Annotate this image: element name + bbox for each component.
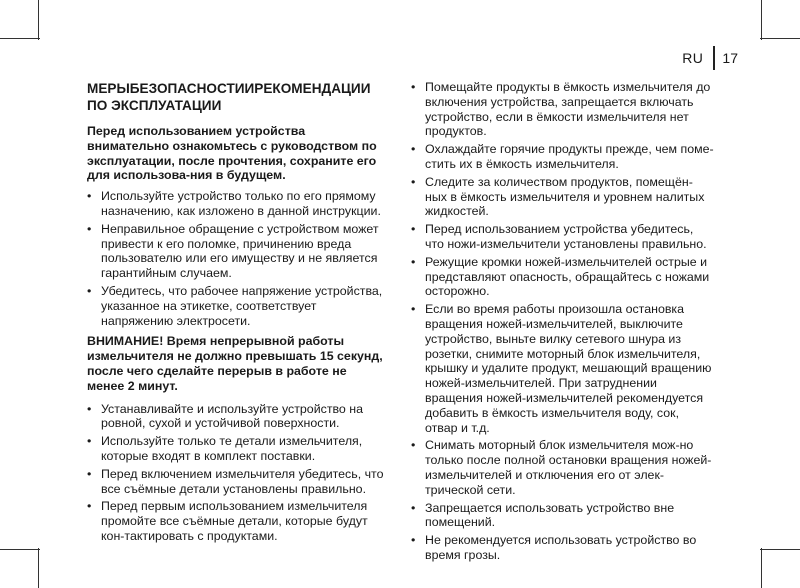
page-header: [682, 46, 738, 70]
crop-mark: [760, 38, 800, 39]
intro-paragraph: Перед использованием устройства внимательно ознакомьтесь с руководством по эксплуатации, после прочтения, сохраните его для использова-ния в будущем.: [87, 124, 377, 183]
bullet-list-operation: [411, 80, 714, 563]
bullet-list-setup: [87, 402, 387, 544]
list-item: • Используйте устройство только по его прямому назначению, как изложено в данной инструкции.: [87, 189, 387, 219]
crop-mark: [38, 548, 39, 588]
list-item: • Не рекомендуется использовать устройство во время грозы.: [411, 533, 714, 563]
list-item: • Устанавливайте и используйте устройство на ровной, сухой и устойчивой поверхности.: [87, 402, 387, 432]
section-title: МЕРЫБЕЗОПАСНОСТИИРЕКОМЕНДАЦИИ ПО ЭКСПЛУАТАЦИИ: [87, 81, 371, 113]
crop-mark: [38, 0, 39, 40]
list-item: • Убедитесь, что рабочее напряжение устройства, указанное на этикетке, соответствует напряжению электросети.: [87, 284, 387, 328]
list-item: • Помещайте продукты в ёмкость измельчителя до включения устройства, запрещается включать устройство, если в ёмкости измельчителя нет продуктов.: [411, 80, 714, 139]
crop-mark: [0, 38, 40, 39]
left-column: [87, 80, 387, 547]
header-divider: [713, 46, 715, 70]
list-item: • Запрещается использовать устройство вне помещений.: [411, 501, 714, 531]
list-item: • Перед первым использованием измельчителя промойте все съёмные детали, которые будут кон-тактировать с продуктами.: [87, 499, 387, 543]
page-number: 17: [722, 50, 738, 66]
language-code: RU: [682, 50, 704, 66]
crop-mark: [0, 549, 40, 550]
right-column: [411, 80, 714, 566]
warning-paragraph: ВНИМАНИЕ! Время непрерывной работы измельчителя не должно превышать 15 секунд, после чего сделайте перерыв в работе не менее 2 минут.: [87, 334, 383, 393]
bullet-list-general: [87, 189, 387, 328]
list-item: • Используйте только те детали измельчителя, которые входят в комплект поставки.: [87, 434, 387, 464]
list-item: • Снимать моторный блок измельчителя мож-но только после полной остановки вращения ножей-измельчителей и отключения его от элек-трической сети.: [411, 438, 714, 497]
list-item: • Если во время работы произошла остановка вращения ножей-измельчителей, выключите устройство, выньте вилку сетевого шнура из розетки, снимите моторный блок измельчителя, крышку и удалите продукт, мешающий вращению ножей-измельчителей. При затруднении вращения ножей-измельчителей рекомендуется добавить в ёмкость измельчителя воду, сок, отвар и т.д.: [411, 302, 714, 435]
list-item: • Режущие кромки ножей-измельчителей острые и представляют опасность, обращайтесь с ножами осторожно.: [411, 255, 714, 299]
list-item: • Неправильное обращение с устройством может привести к его поломке, причинению вреда пользователю или его имуществу и не является гарантийным случаем.: [87, 222, 387, 281]
crop-mark: [761, 0, 762, 40]
list-item: • Перед использованием устройства убедитесь, что ножи-измельчители установлены правильно.: [411, 222, 714, 252]
list-item: • Охлаждайте горячие продукты прежде, чем поме-стить их в ёмкость измельчителя.: [411, 142, 714, 172]
list-item: • Перед включением измельчителя убедитесь, что все съёмные детали установлены правильно.: [87, 467, 387, 497]
crop-mark: [761, 548, 762, 588]
list-item: • Следите за количеством продуктов, помещён-ных в ёмкость измельчителя и уровнем налитых жидкостей.: [411, 175, 714, 219]
crop-mark: [760, 549, 800, 550]
